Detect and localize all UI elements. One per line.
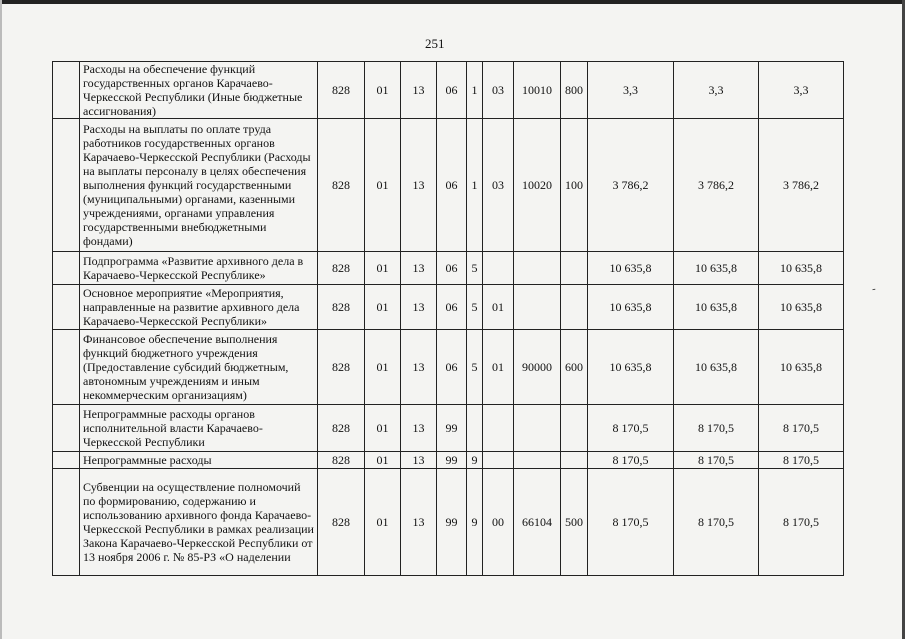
code-ministry: 828 xyxy=(318,405,365,452)
row-margin-cell xyxy=(53,469,80,576)
budget-table xyxy=(52,61,844,576)
code-program: 06 xyxy=(437,62,467,119)
table-row xyxy=(53,469,844,576)
code-section: 01 xyxy=(365,62,401,119)
code-activity: 01 xyxy=(483,285,514,330)
amount-1: 3 786,2 xyxy=(588,119,674,252)
code-subsection: 13 xyxy=(401,119,437,252)
code-activity: 01 xyxy=(483,330,514,405)
row-margin-cell xyxy=(53,405,80,452)
code-expense-type xyxy=(561,252,588,285)
code-direction: 90000 xyxy=(514,330,561,405)
code-subprogram: 1 xyxy=(467,62,483,119)
table-row xyxy=(53,119,844,252)
code-program: 06 xyxy=(437,330,467,405)
code-subsection: 13 xyxy=(401,62,437,119)
amount-3: 8 170,5 xyxy=(759,405,844,452)
amount-2: 3,3 xyxy=(674,62,759,119)
expense-name: Субвенции на осуществление полномочий по формированию, содержанию и использованию архивного фонда Карачаево-Черкесской Республики в рамках реализации Закона Карачаево-Черкесской Республики от 13 ноября 2006 г. № 85-РЗ «О наделении xyxy=(80,469,318,576)
table-row xyxy=(53,330,844,405)
code-program: 99 xyxy=(437,452,467,469)
code-activity: 03 xyxy=(483,119,514,252)
code-ministry: 828 xyxy=(318,330,365,405)
budget-table-body xyxy=(53,62,844,576)
code-subsection: 13 xyxy=(401,330,437,405)
table-row xyxy=(53,62,844,119)
amount-2: 8 170,5 xyxy=(674,469,759,576)
amount-3: 10 635,8 xyxy=(759,252,844,285)
row-margin-cell xyxy=(53,285,80,330)
code-direction xyxy=(514,252,561,285)
amount-1: 10 635,8 xyxy=(588,252,674,285)
code-direction xyxy=(514,285,561,330)
code-subprogram xyxy=(467,405,483,452)
row-margin-cell xyxy=(53,330,80,405)
amount-2: 8 170,5 xyxy=(674,405,759,452)
amount-3: 10 635,8 xyxy=(759,285,844,330)
scan-left-edge xyxy=(0,0,2,639)
code-subsection: 13 xyxy=(401,452,437,469)
row-margin-cell xyxy=(53,119,80,252)
code-direction xyxy=(514,452,561,469)
code-direction: 66104 xyxy=(514,469,561,576)
code-activity xyxy=(483,452,514,469)
margin-mark: - xyxy=(870,282,877,296)
code-section: 01 xyxy=(365,405,401,452)
expense-name: Расходы на обеспечение функций государственных органов Карачаево-Черкесской Республики (Иные бюджетные ассигнования) xyxy=(80,62,318,119)
code-ministry: 828 xyxy=(318,119,365,252)
code-direction xyxy=(514,405,561,452)
code-subprogram: 9 xyxy=(467,469,483,576)
code-expense-type: 500 xyxy=(561,469,588,576)
expense-name: Непрограммные расходы органов исполнительной власти Карачаево-Черкесской Республики xyxy=(80,405,318,452)
scan-top-edge xyxy=(0,0,905,4)
code-section: 01 xyxy=(365,452,401,469)
code-section: 01 xyxy=(365,330,401,405)
code-subsection: 13 xyxy=(401,252,437,285)
code-ministry: 828 xyxy=(318,452,365,469)
code-section: 01 xyxy=(365,119,401,252)
table-row xyxy=(53,452,844,469)
code-subprogram: 9 xyxy=(467,452,483,469)
expense-name: Основное мероприятие «Мероприятия, направленные на развитие архивного дела Карачаево-Черкесской Республики» xyxy=(80,285,318,330)
code-subprogram: 1 xyxy=(467,119,483,252)
code-ministry: 828 xyxy=(318,252,365,285)
table-row xyxy=(53,285,844,330)
code-direction: 10020 xyxy=(514,119,561,252)
code-subprogram: 5 xyxy=(467,252,483,285)
amount-1: 8 170,5 xyxy=(588,405,674,452)
code-program: 99 xyxy=(437,469,467,576)
expense-name: Подпрограмма «Развитие архивного дела в Карачаево-Черкесской Республике» xyxy=(80,252,318,285)
amount-2: 10 635,8 xyxy=(674,285,759,330)
code-subprogram: 5 xyxy=(467,285,483,330)
code-activity xyxy=(483,405,514,452)
amount-1: 8 170,5 xyxy=(588,469,674,576)
code-expense-type: 100 xyxy=(561,119,588,252)
row-margin-cell xyxy=(53,62,80,119)
page-number: 251 xyxy=(425,36,445,51)
code-activity: 03 xyxy=(483,62,514,119)
code-expense-type: 800 xyxy=(561,62,588,119)
amount-1: 10 635,8 xyxy=(588,330,674,405)
expense-name: Расходы на выплаты по оплате труда работников государственных органов Карачаево-Черкесской Республики (Расходы на выплаты персоналу в целях обеспечения выполнения функций государственными (муниципальными) органами, казенными учреждениями, органами управления государственными внебюджетными фондами) xyxy=(80,119,318,252)
code-expense-type xyxy=(561,452,588,469)
amount-3: 10 635,8 xyxy=(759,330,844,405)
code-section: 01 xyxy=(365,285,401,330)
code-subsection: 13 xyxy=(401,285,437,330)
code-expense-type: 600 xyxy=(561,330,588,405)
code-program: 06 xyxy=(437,252,467,285)
code-activity xyxy=(483,252,514,285)
code-section: 01 xyxy=(365,252,401,285)
amount-3: 3,3 xyxy=(759,62,844,119)
row-margin-cell xyxy=(53,252,80,285)
row-margin-cell xyxy=(53,452,80,469)
amount-1: 10 635,8 xyxy=(588,285,674,330)
amount-3: 8 170,5 xyxy=(759,469,844,576)
amount-2: 10 635,8 xyxy=(674,330,759,405)
code-subsection: 13 xyxy=(401,405,437,452)
code-direction: 10010 xyxy=(514,62,561,119)
code-program: 06 xyxy=(437,119,467,252)
amount-3: 8 170,5 xyxy=(759,452,844,469)
code-expense-type xyxy=(561,285,588,330)
expense-name: Финансовое обеспечение выполнения функций бюджетного учреждения (Предоставление субсидий бюджетным, автономным учреждениям и иным некоммерческим организациям) xyxy=(80,330,318,405)
amount-3: 3 786,2 xyxy=(759,119,844,252)
code-ministry: 828 xyxy=(318,285,365,330)
code-activity: 00 xyxy=(483,469,514,576)
amount-2: 10 635,8 xyxy=(674,252,759,285)
table-row xyxy=(53,405,844,452)
code-program: 99 xyxy=(437,405,467,452)
code-subsection: 13 xyxy=(401,469,437,576)
code-subprogram: 5 xyxy=(467,330,483,405)
code-expense-type xyxy=(561,405,588,452)
expense-name: Непрограммные расходы xyxy=(80,452,318,469)
amount-2: 3 786,2 xyxy=(674,119,759,252)
code-ministry: 828 xyxy=(318,62,365,119)
code-program: 06 xyxy=(437,285,467,330)
code-ministry: 828 xyxy=(318,469,365,576)
amount-1: 3,3 xyxy=(588,62,674,119)
code-section: 01 xyxy=(365,469,401,576)
amount-2: 8 170,5 xyxy=(674,452,759,469)
amount-1: 8 170,5 xyxy=(588,452,674,469)
table-row xyxy=(53,252,844,285)
